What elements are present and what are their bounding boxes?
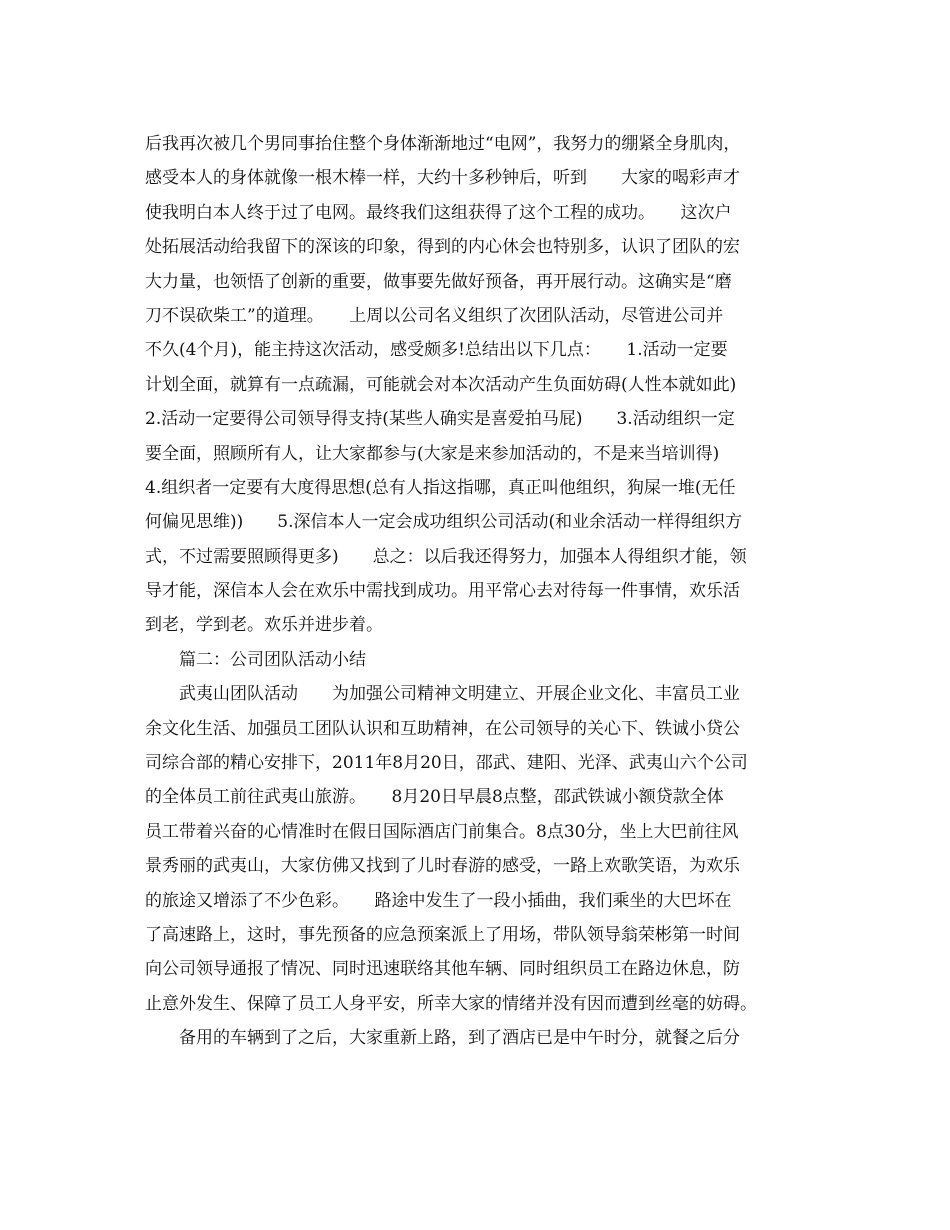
- text-line: 备用的车辆到了之后，大家重新上路，到了酒店已是中午时分，就餐之后分: [145, 1028, 740, 1049]
- section-heading: 篇二：公司团队活动小结: [145, 649, 366, 670]
- text-line: 使我明白本人终于过了电网。最终我们这组获得了这个工程的成功。 这次户: [145, 202, 732, 223]
- text-line: 武夷山团队活动 为加强公司精神文明建立、开展企业文化、丰富员工业: [145, 684, 740, 705]
- text-line: 止意外发生、保障了员工人身平安，所幸大家的情绪并没有因而遭到丝毫的妨碍。: [145, 993, 757, 1014]
- text-line: 司综合部的精心安排下，2011年8月20日，邵武、建阳、光泽、武夷山六个公司: [145, 753, 748, 774]
- text-line: 式，不过需要照顾得更多) 总之：以后我还得努力，加强本人得组织才能，领: [145, 546, 747, 567]
- text-line: 景秀丽的武夷山，大家仿佛又找到了儿时春游的感受，一路上欢歌笑语，为欢乐: [145, 856, 740, 877]
- text-line: 员工带着兴奋的心情准时在假日国际酒店门前集合。8点30分，坐上大巴前往风: [145, 821, 739, 842]
- text-line: 何偏见思维)) 5.深信本人一定会成功组织公司活动(和业余活动一样得组织方: [145, 512, 743, 533]
- body-text: [145, 127, 815, 1056]
- text-line: 后我再次被几个男同事抬住整个身体渐渐地过“电网”，我努力的绷紧全身肌肉，: [145, 134, 741, 154]
- text-line: 刀不误砍柴工”的道理。 上周以公司名义组织了次团队活动，尽管进公司并: [145, 305, 724, 326]
- text-line: 导才能，深信本人会在欢乐中需找到成功。用平常心去对待每一件事情，欢乐活: [145, 581, 740, 602]
- text-line: 大力量，也领悟了创新的重要，做事要先做好预备，再开展行动。这确实是“磨: [145, 271, 732, 292]
- text-line: 向公司领导通报了情况、同时迅速联络其他车辆、同时组织员工在路边休息，防: [145, 959, 740, 980]
- text-line: 的旅途又增添了不少色彩。 路途中发生了一段小插曲，我们乘坐的大巴坏在: [145, 890, 732, 911]
- text-line: 2.活动一定要得公司领导得支持(某些人确实是喜爱拍马屁) 3.活动组织一定: [145, 409, 735, 430]
- text-line: 余文化生活、加强员工团队认识和互助精神，在公司领导的关心下、铁诚小贷公: [145, 718, 740, 739]
- text-line: 计划全面，就算有一点疏漏，可能就会对本次活动产生负面妨碍(人性本就如此): [145, 374, 737, 395]
- text-line: 处拓展活动给我留下的深该的印象，得到的内心休会也特别多，认识了团队的宏: [145, 237, 740, 258]
- text-line: 感受本人的身体就像一根木棒一样，大约十多秒钟后，听到 大家的喝彩声才: [145, 168, 740, 189]
- text-line: 到老，学到老。欢乐并进步着。: [145, 615, 383, 636]
- text-line: 不久(4个月)，能主持这次活动，感受颇多!总结出以下几点： 1.活动一定要: [145, 340, 728, 361]
- text-line: 的全体员工前往武夷山旅游。 8月20日早晨8点整，邵武铁诚小额贷款全体: [145, 787, 724, 808]
- text-line: 要全面，照顾所有人，让大家都参与(大家是来参加活动的，不是来当培训得): [145, 443, 720, 464]
- text-line: 了高速路上，这时，事先预备的应急预案派上了用场，带队领导翁荣彬第一时间: [145, 924, 740, 945]
- text-line: 4.组织者一定要有大度得思想(总有人指这指哪，真正叫他组织，狗屎一堆(无任: [145, 477, 736, 498]
